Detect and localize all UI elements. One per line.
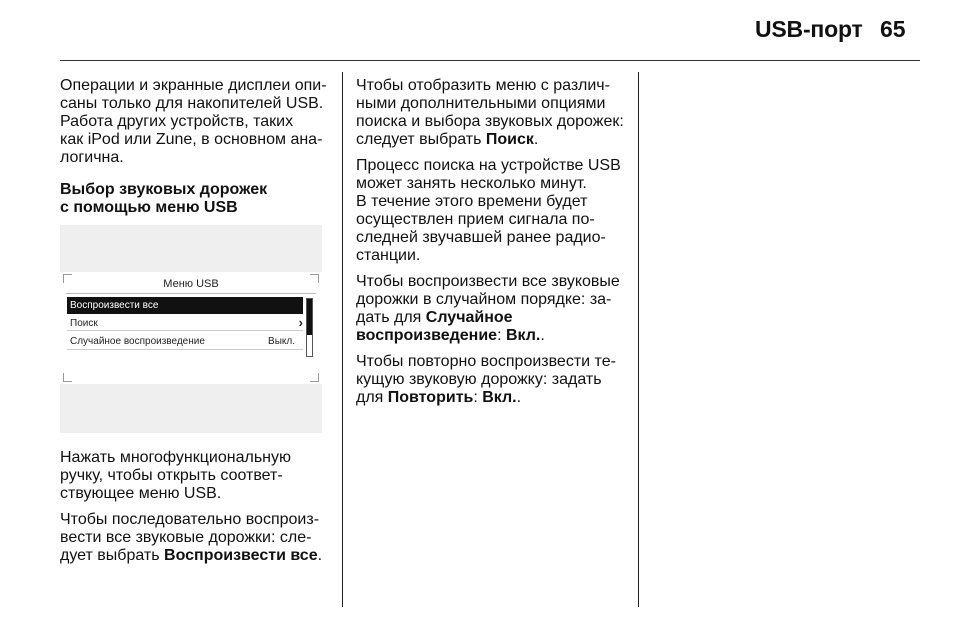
paragraph-play-all <box>60 511 328 565</box>
column-divider-right <box>638 72 639 607</box>
text-line: Нажать многофункциональную <box>60 449 291 466</box>
text-line: Чтобы отобразить меню с различ- <box>356 77 610 94</box>
page-header-title: USB-порт <box>755 16 863 42</box>
paragraph-search-duration <box>356 157 628 265</box>
display-screen <box>60 272 322 384</box>
menu-item-search[interactable] <box>67 315 303 332</box>
text-line: кущую звуковую дорожку: задать <box>356 371 602 388</box>
text-line: дать для <box>356 309 426 326</box>
text-line: дорожки в случайном порядке: за- <box>356 291 612 308</box>
text-line: Процесс поиска на устройстве USB <box>356 157 621 174</box>
menu-title: Меню USB <box>163 278 219 290</box>
menu-scrollbar[interactable] <box>306 298 313 357</box>
header-rule <box>60 60 920 61</box>
text-line: В течение этого времени будет <box>356 193 588 210</box>
frame-corner <box>63 373 72 382</box>
section-heading <box>60 181 328 217</box>
usb-menu-figure <box>60 225 322 433</box>
left-column <box>60 77 328 217</box>
text-line: станции. <box>356 247 421 264</box>
left-column-lower <box>60 449 328 573</box>
text-line: ствующее меню USB. <box>60 485 222 502</box>
text-line: Чтобы последовательно воспроиз- <box>60 511 320 528</box>
punctuation: . <box>317 547 323 564</box>
text-line: как iPod или Zune, в основном ана- <box>60 131 323 148</box>
text-line: может занять несколько минут. <box>356 175 587 192</box>
paragraph-search-menu <box>356 77 628 149</box>
bold-term: Вкл. <box>482 389 517 406</box>
menu-item-label: Случайное воспроизведение <box>70 336 205 347</box>
text-line: вести все звуковые дорожки: сле- <box>60 529 312 546</box>
text-line: для <box>356 389 388 406</box>
bold-term: Вкл. <box>505 327 541 344</box>
text-line: дует выбрать <box>60 547 165 564</box>
text-line: поиска и выбора звуковых дорожек: <box>356 113 624 130</box>
bold-term: Повторить <box>387 389 474 406</box>
punctuation: . <box>540 327 545 344</box>
bold-term: Поиск <box>485 131 534 148</box>
punctuation: : <box>497 327 506 344</box>
page-number: 65 <box>880 16 906 42</box>
bold-term: Случайное <box>425 309 513 326</box>
text-line: ручку, чтобы открыть соответ- <box>60 467 283 484</box>
text-line: Чтобы повторно воспроизвести те- <box>356 353 616 370</box>
bold-term: воспроизведение <box>356 327 498 344</box>
heading-line: Выбор звуковых дорожек <box>60 181 268 198</box>
right-column <box>356 77 628 415</box>
text-line: следней звучавшей ранее радио- <box>356 229 606 246</box>
text-line: логична. <box>60 149 124 166</box>
paragraph-open-menu <box>60 449 328 503</box>
menu-item-label: Воспроизвести все <box>70 300 159 311</box>
menu-title-rule <box>66 293 316 294</box>
column-divider-left <box>342 72 343 607</box>
text-line: ными дополнительными опциями <box>356 95 606 112</box>
heading-line: с помощью меню USB <box>60 199 238 216</box>
text-line: саны только для накопителей USB. <box>60 95 324 112</box>
text-line: Работа других устройств, таких <box>60 113 294 130</box>
punctuation: : <box>473 389 483 406</box>
bold-term: Воспроизвести все <box>164 547 318 564</box>
punctuation: . <box>516 389 522 406</box>
menu-item-play-all[interactable] <box>67 297 303 314</box>
chevron-right-icon: › <box>298 315 303 330</box>
paragraph-shuffle <box>356 273 628 345</box>
text-line: Чтобы воспроизвести все звуковые <box>356 273 620 290</box>
menu-item-value: Выкл. <box>268 336 295 347</box>
intro-paragraph <box>60 77 328 167</box>
menu-item-label: Поиск <box>70 318 98 329</box>
punctuation: . <box>533 131 539 148</box>
text-line: осуществлен прием сигнала по- <box>356 211 595 228</box>
frame-corner <box>310 373 319 382</box>
paragraph-repeat <box>356 353 628 407</box>
scrollbar-thumb[interactable] <box>307 299 312 335</box>
menu-item-shuffle[interactable] <box>67 333 303 350</box>
text-line: следует выбрать <box>356 131 486 148</box>
text-line: Операции и экранные дисплеи опи- <box>60 77 327 94</box>
